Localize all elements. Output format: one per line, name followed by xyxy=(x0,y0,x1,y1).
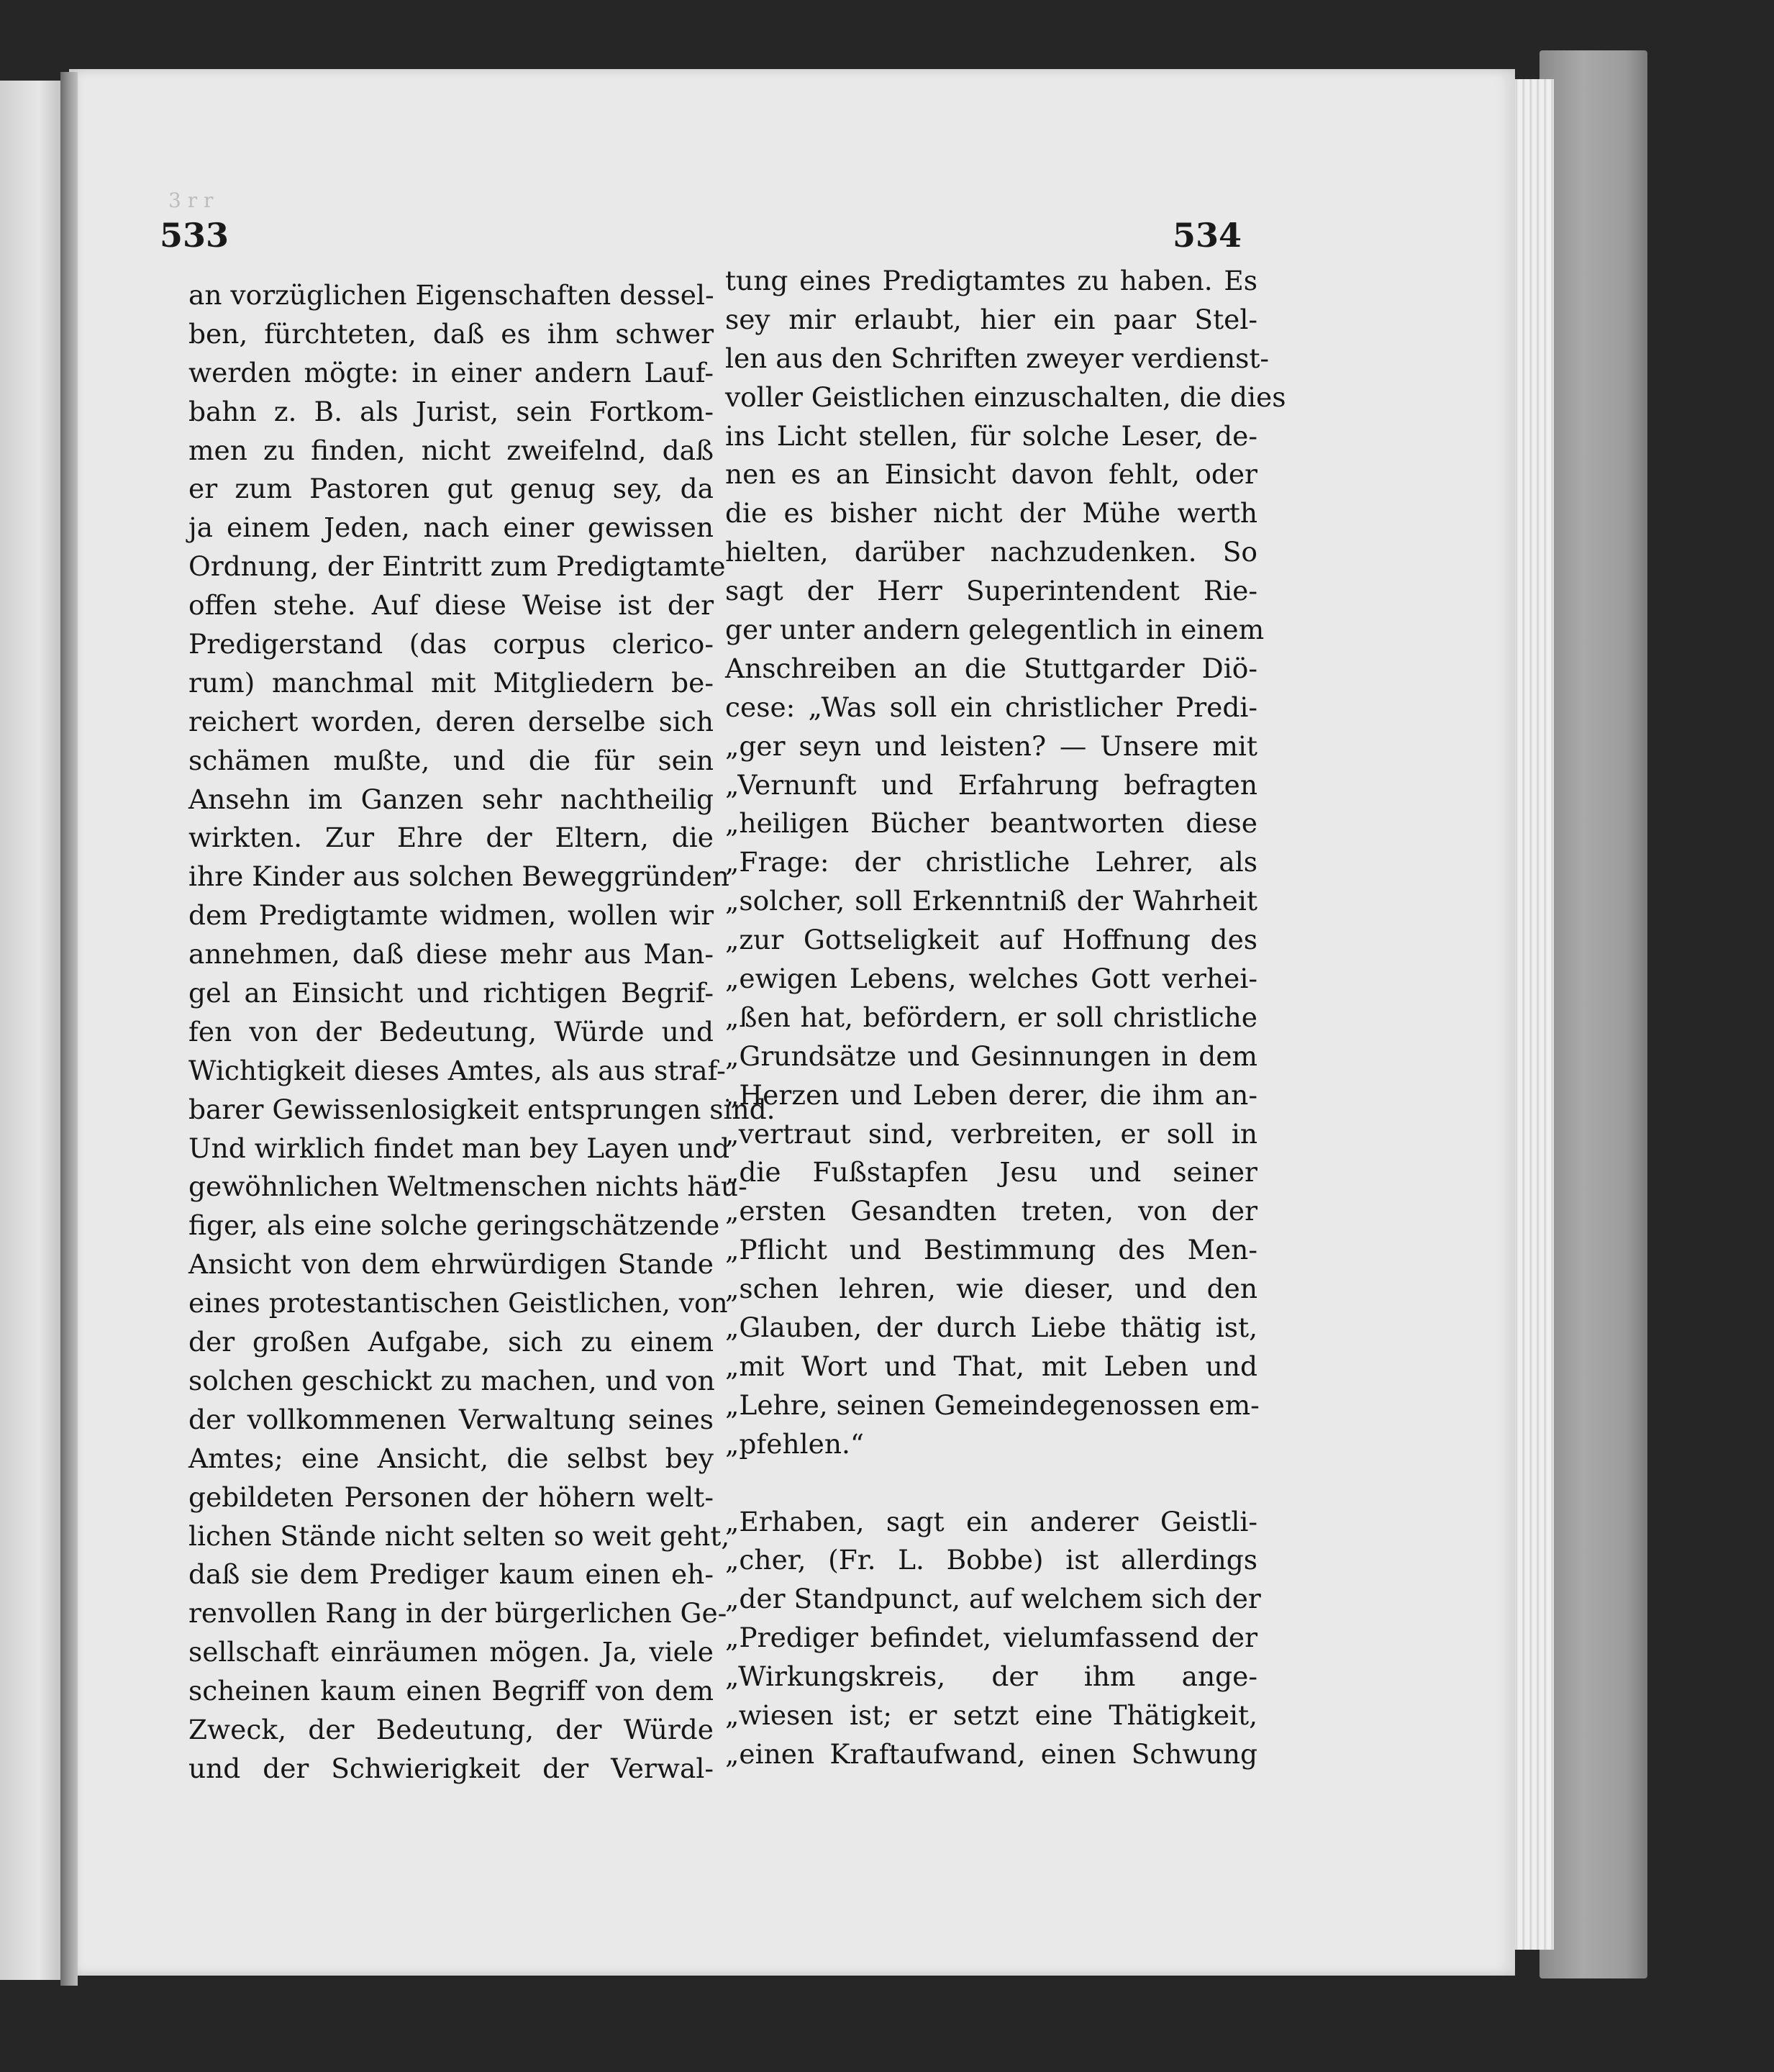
left-text-column xyxy=(188,276,775,1789)
book-cover-edge xyxy=(1539,50,1647,1978)
text-line: „Pflicht und Bestimmung des Men- xyxy=(725,1234,1257,1266)
text-line: der großen Aufgabe, sich zu einem xyxy=(188,1326,714,1358)
text-line: fen von der Bedeutung, Würde und xyxy=(188,1015,714,1048)
text-line: „Vernunft und Erfahrung befragten xyxy=(725,768,1257,801)
text-line: „cher, (Fr. L. Bobbe) ist allerdings xyxy=(725,1544,1257,1576)
text-line: voller Geistlichen einzuschalten, die dies xyxy=(725,381,1286,413)
text-line: Zweck, der Bedeutung, der Würde xyxy=(188,1713,714,1745)
text-line: eines protestantischen Geistlichen, von xyxy=(188,1287,728,1319)
text-line: „pfehlen.“ xyxy=(725,1427,865,1460)
text-line: ins Licht stellen, für solche Leser, de- xyxy=(725,419,1257,452)
text-line: „ßen hat, befördern, er soll christliche xyxy=(725,1001,1257,1033)
text-line: „mit Wort und That, mit Leben und xyxy=(725,1350,1257,1382)
text-line: nen es an Einsicht davon fehlt, oder xyxy=(725,458,1257,491)
text-line: „zur Gottseligkeit auf Hoffnung des xyxy=(725,924,1257,956)
text-line: gel an Einsicht und richtigen Begrif- xyxy=(188,977,714,1009)
text-line: und der Schwierigkeit der Verwal- xyxy=(188,1752,714,1784)
text-line: „ger seyn und leisten? — Unsere mit xyxy=(725,730,1257,762)
text-line: barer Gewissenlosigkeit entsprungen sind. xyxy=(188,1093,775,1125)
text-line: scheinen kaum einen Begriff von dem xyxy=(188,1675,714,1707)
text-line: ihre Kinder aus solchen Beweggründen xyxy=(188,860,729,893)
text-line: solchen geschickt zu machen, und von xyxy=(188,1364,715,1396)
text-line: „die Fußstapfen Jesu und seiner xyxy=(725,1156,1257,1189)
text-line: „schen lehren, wie dieser, und den xyxy=(725,1273,1257,1305)
text-line: „Prediger befindet, vielumfassend der xyxy=(725,1622,1257,1654)
text-line: Anschreiben an die Stuttgarder Diö- xyxy=(725,652,1257,684)
text-line: „Glauben, der durch Liebe thätig ist, xyxy=(725,1312,1257,1344)
text-line: „der Standpunct, auf welchem sich der xyxy=(725,1583,1261,1615)
text-line: len aus den Schriften zweyer verdienst- xyxy=(725,342,1270,374)
text-line: „vertraut sind, verbreiten, er soll in xyxy=(725,1117,1257,1150)
text-line: Amtes; eine Ansicht, die selbst bey xyxy=(188,1442,714,1474)
text-line: rum) manchmal mit Mitgliedern be- xyxy=(188,666,714,699)
text-line: Ordnung, der Eintritt zum Predigtamte xyxy=(188,550,726,583)
paragraph-gap xyxy=(725,1464,1257,1503)
text-line: ja einem Jeden, nach einer gewissen xyxy=(188,512,714,544)
text-line: „einen Kraftaufwand, einen Schwung xyxy=(725,1737,1257,1770)
text-line: werden mögte: in einer andern Lauf- xyxy=(188,356,714,388)
left-page-edge xyxy=(0,81,65,1980)
text-line: Ansehn im Ganzen sehr nachtheilig xyxy=(188,783,714,815)
text-line: „wiesen ist; er setzt eine Thätigkeit, xyxy=(725,1699,1257,1731)
text-line: schämen mußte, und die für sein xyxy=(188,744,714,776)
text-line: „Herzen und Leben derer, die ihm an- xyxy=(725,1078,1257,1111)
text-line: tung eines Predigtamtes zu haben. Es xyxy=(725,265,1257,296)
text-line: wirkten. Zur Ehre der Eltern, die xyxy=(188,822,714,854)
text-line: Ansicht von dem ehrwürdigen Stande xyxy=(188,1248,714,1281)
right-text-column xyxy=(725,262,1286,1774)
text-line: Predigerstand (das corpus clerico- xyxy=(188,628,714,660)
text-line: er zum Pastoren gut genug sey, da xyxy=(188,473,714,505)
text-line: „Grundsätze und Gesinnungen in dem xyxy=(725,1040,1257,1072)
text-line: der vollkommenen Verwaltung seines xyxy=(188,1403,714,1435)
text-line: „heiligen Bücher beantworten diese xyxy=(725,807,1257,840)
text-line: renvollen Rang in der bürgerlichen Ge- xyxy=(188,1597,727,1630)
text-line: bahn z. B. als Jurist, sein Fortkom- xyxy=(188,395,714,427)
text-line: sey mir erlaubt, hier ein paar Stel- xyxy=(725,303,1257,335)
text-line: an vorzüglichen Eigenschaften dessel- xyxy=(188,279,714,311)
binding-gutter xyxy=(60,72,78,1986)
text-line: dem Predigtamte widmen, wollen wir xyxy=(188,899,714,932)
page-number-right: 534 xyxy=(1173,216,1242,255)
text-line: daß sie dem Prediger kaum einen eh- xyxy=(188,1558,714,1591)
text-line: „Frage: der christliche Lehrer, als xyxy=(725,846,1257,878)
text-line: „Wirkungskreis, der ihm ange- xyxy=(725,1660,1257,1693)
text-line: sagt der Herr Superintendent Rie- xyxy=(725,575,1257,607)
text-line: reichert worden, deren derselbe sich xyxy=(188,705,714,737)
text-line: Wichtigkeit dieses Amtes, als aus straf- xyxy=(188,1054,726,1086)
page-number-left: 533 xyxy=(160,216,229,255)
text-line: cese: „Was soll ein christlicher Predi- xyxy=(725,691,1257,723)
text-line: Und wirklich findet man bey Layen und xyxy=(188,1132,730,1164)
text-line: gebildeten Personen der höhern welt- xyxy=(188,1481,714,1513)
text-line: annehmen, daß diese mehr aus Man- xyxy=(188,938,714,971)
text-line: men zu finden, nicht zweifelnd, daß xyxy=(188,434,714,466)
text-line: „Erhaben, sagt ein anderer Geistli- xyxy=(725,1505,1257,1537)
text-line: „ewigen Lebens, welches Gott verhei- xyxy=(725,963,1257,995)
text-line: gewöhnlichen Weltmenschen nichts häu- xyxy=(188,1171,747,1203)
text-line: offen stehe. Auf diese Weise ist der xyxy=(188,589,714,622)
text-line: sellschaft einräumen mögen. Ja, viele xyxy=(188,1636,714,1668)
text-line: figer, als eine solche geringschätzende xyxy=(188,1209,720,1242)
text-line: „Lehre, seinen Gemeindegenossen em- xyxy=(725,1389,1260,1421)
text-line: lichen Stände nicht selten so weit geht, xyxy=(188,1519,730,1552)
faint-mark: 3 r r xyxy=(168,188,214,212)
text-line: ger unter andern gelegentlich in einem xyxy=(725,614,1265,646)
text-line: „ersten Gesandten treten, von der xyxy=(725,1195,1257,1227)
text-line: die es bisher nicht der Mühe werth xyxy=(725,497,1257,530)
text-line: ben, fürchteten, daß es ihm schwer xyxy=(188,317,714,350)
text-line: hielten, darüber nachzudenken. So xyxy=(725,536,1257,568)
text-line: „solcher, soll Erkenntniß der Wahrheit xyxy=(725,885,1257,917)
